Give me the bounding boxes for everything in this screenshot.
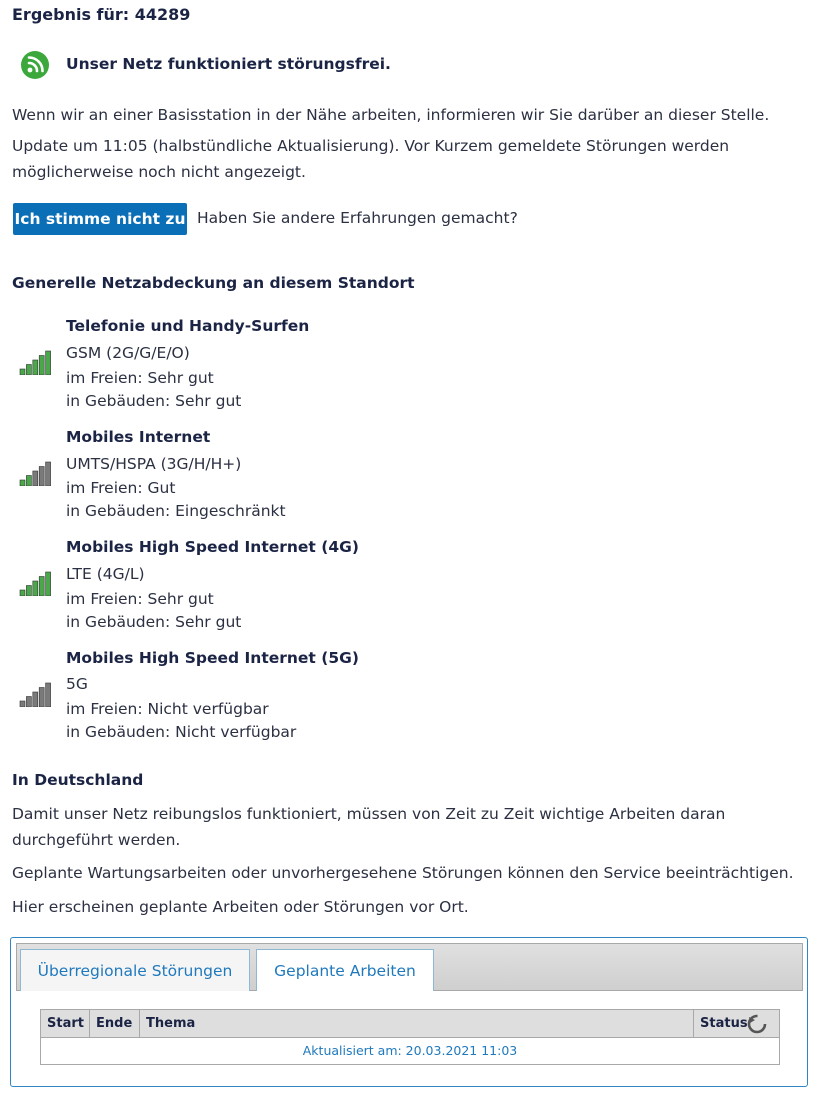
tab-planned-work[interactable]: Geplante Arbeiten xyxy=(256,949,434,991)
info-text-update: Update um 11:05 (halbstündliche Aktualisierung). Vor Kurzem gemeldete Störungen werden möglicherweise noch nicht angezeigt. xyxy=(12,137,730,181)
signal-strength-icon xyxy=(18,460,52,486)
coverage-item-tech: UMTS/HSPA (3G/H/H+) xyxy=(66,455,242,473)
signal-bar xyxy=(26,697,31,708)
signal-strength-icon xyxy=(18,349,52,375)
disruptions-table xyxy=(40,1009,780,1065)
germany-text-2: Geplante Wartungsarbeiten oder unvorhergesehene Störungen können den Service beeinträchtigen. xyxy=(12,864,794,882)
signal-bar xyxy=(33,471,38,486)
signal-bar xyxy=(39,467,44,487)
column-header-end[interactable]: Ende xyxy=(90,1010,140,1037)
info-text-maintenance: Wenn wir an einer Basisstation in der Nähe arbeiten, informieren wir Sie darüber an dieser Stelle. xyxy=(12,106,770,124)
signal-bar xyxy=(46,683,51,707)
tab-national-disruptions[interactable]: Überregionale Störungen xyxy=(20,949,250,991)
coverage-item-tech: 5G xyxy=(66,675,88,693)
signal-strength-icon xyxy=(18,570,52,596)
coverage-item-title: Mobiles High Speed Internet (4G) xyxy=(66,538,359,556)
signal-bar xyxy=(46,462,51,486)
germany-text-3: Hier erscheinen geplante Arbeiten oder Störungen vor Ort. xyxy=(12,898,469,916)
signal-bar xyxy=(26,586,31,597)
coverage-item-outdoor: im Freien: Gut xyxy=(66,479,176,497)
column-header-topic[interactable]: Thema xyxy=(140,1010,694,1037)
germany-text-1: Damit unser Netz reibungslos funktioniert, müssen von Zeit zu Zeit wichtige Arbeiten daran durchgeführt werden. xyxy=(12,805,726,849)
signal-ok-icon xyxy=(20,50,50,80)
signal-bar xyxy=(26,476,31,487)
germany-section-title: In Deutschland xyxy=(12,771,144,789)
column-header-start[interactable]: Start xyxy=(41,1010,90,1037)
feedback-prompt: Haben Sie andere Erfahrungen gemacht? xyxy=(197,209,518,227)
signal-bar xyxy=(46,351,51,375)
refresh-icon[interactable] xyxy=(746,1013,768,1035)
signal-bar xyxy=(33,360,38,375)
coverage-item-title: Telefonie und Handy-Surfen xyxy=(66,317,310,335)
signal-bar xyxy=(26,365,31,376)
coverage-item-outdoor: im Freien: Sehr gut xyxy=(66,590,214,608)
disruptions-panel xyxy=(10,937,808,1087)
coverage-item-indoor: in Gebäuden: Nicht verfügbar xyxy=(66,723,297,741)
result-title: Ergebnis für: 44289 xyxy=(12,5,191,24)
last-updated-text: Aktualisiert am: 20.03.2021 11:03 xyxy=(302,1043,518,1058)
signal-bar xyxy=(20,701,25,707)
coverage-item-tech: GSM (2G/G/E/O) xyxy=(66,344,190,362)
signal-bar xyxy=(39,356,44,376)
signal-bar xyxy=(39,688,44,708)
signal-strength-icon xyxy=(18,681,52,707)
signal-bar xyxy=(20,480,25,486)
coverage-item-title: Mobiles Internet xyxy=(66,428,211,446)
coverage-section-title: Generelle Netzabdeckung an diesem Standort xyxy=(12,274,415,292)
signal-bar xyxy=(33,692,38,707)
signal-bar xyxy=(39,577,44,597)
table-header xyxy=(41,1010,779,1038)
coverage-item-indoor: in Gebäuden: Eingeschränkt xyxy=(66,502,286,520)
coverage-item-indoor: in Gebäuden: Sehr gut xyxy=(66,613,242,631)
coverage-item-title: Mobiles High Speed Internet (5G) xyxy=(66,649,359,667)
disagree-button[interactable]: Ich stimme nicht zu xyxy=(13,203,187,235)
signal-bar xyxy=(20,369,25,375)
coverage-item-indoor: in Gebäuden: Sehr gut xyxy=(66,392,242,410)
signal-bar xyxy=(46,572,51,596)
tab-bar xyxy=(16,943,803,991)
signal-bar xyxy=(33,581,38,596)
coverage-item-outdoor: im Freien: Nicht verfügbar xyxy=(66,700,269,718)
network-status-text: Unser Netz funktioniert störungsfrei. xyxy=(66,55,391,73)
column-header-status[interactable]: Status xyxy=(700,1016,748,1031)
coverage-item-outdoor: im Freien: Sehr gut xyxy=(66,369,214,387)
signal-bar xyxy=(20,590,25,596)
coverage-item-tech: LTE (4G/L) xyxy=(66,565,145,583)
